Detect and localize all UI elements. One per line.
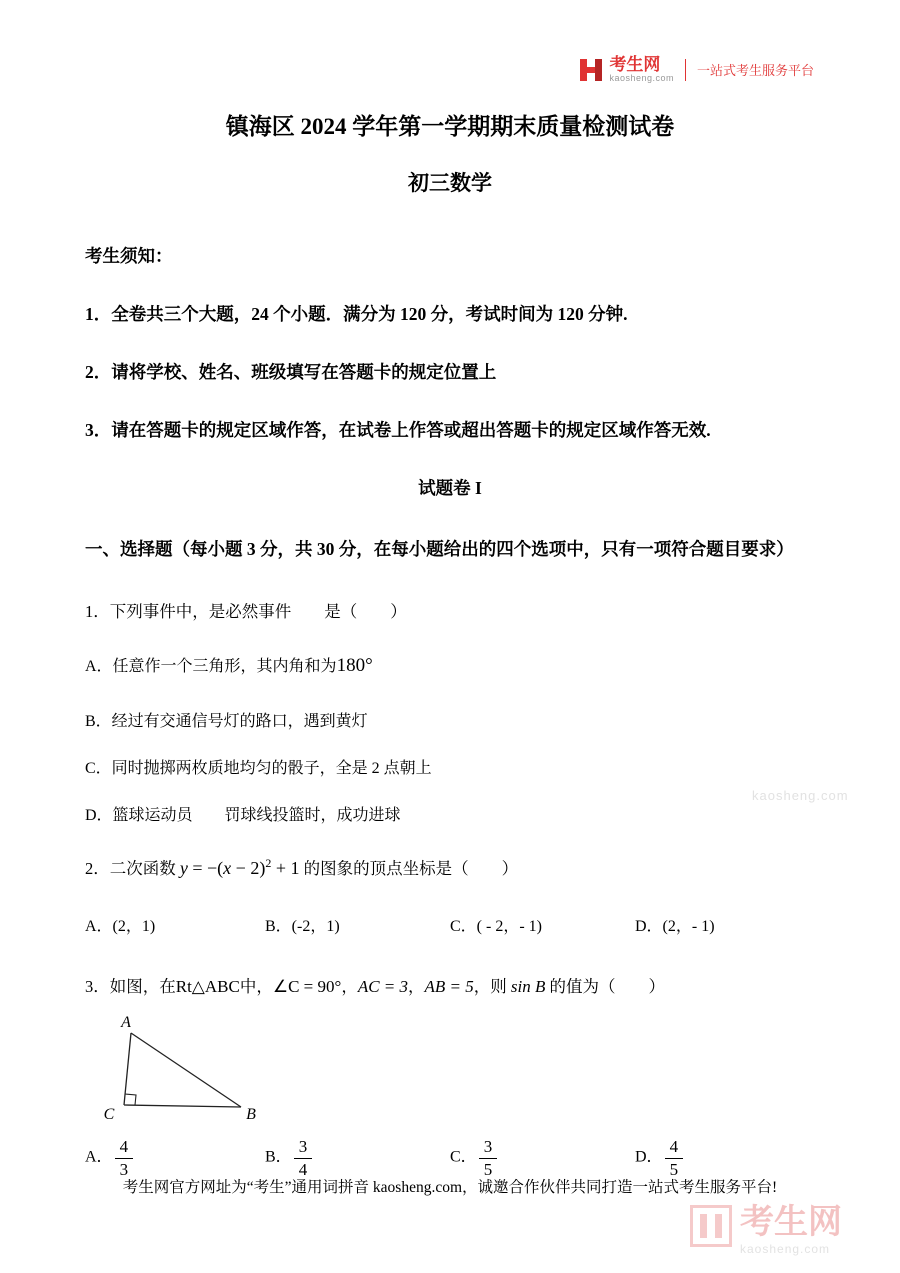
q3-p5: ，则 <box>473 977 511 996</box>
q3-option-b-label: B． <box>265 1148 292 1166</box>
fraction-b-num: 3 <box>294 1137 313 1159</box>
notice-item-3: 3．请在答题卡的规定区域作答，在试卷上作答或超出答题卡的规定区域作答无效. <box>85 420 711 440</box>
kaosheng-logo-icon <box>580 59 602 81</box>
paper-section-heading: 试题卷 I <box>418 478 482 498</box>
q3-p4: ， <box>408 977 425 996</box>
vertex-label-a: A <box>121 1015 131 1031</box>
fraction-a-den: 3 <box>119 1159 129 1179</box>
q2-exponent: 2 <box>265 856 272 870</box>
fraction-b-den: 4 <box>298 1159 308 1179</box>
q3-option-d-label: D． <box>635 1148 663 1166</box>
side-CB <box>124 1105 241 1107</box>
q3-p6: 的值为（ ） <box>545 977 665 996</box>
q1-option-a-text: A．任意作一个三角形，其内角和为 <box>85 658 337 675</box>
q2-formula <box>180 858 300 878</box>
q3-option-d <box>635 1137 815 1179</box>
right-angle-mark <box>125 1094 136 1105</box>
q3-option-a-label: A． <box>85 1148 113 1166</box>
fraction-a-num: 4 <box>115 1137 134 1159</box>
q2-option-b: B．(-2，1) <box>265 918 340 935</box>
watermark-text: kaosheng.com <box>752 788 849 803</box>
kaosheng-logo <box>580 56 814 83</box>
notice-heading: 考生须知： <box>85 246 173 266</box>
q2-stem-suffix: 的图象的顶点坐标是（ ） <box>303 859 519 878</box>
q2-mid: − 2) <box>231 858 266 878</box>
q3-m2: ∠C = 90° <box>272 977 342 996</box>
fraction-d-den: 5 <box>669 1159 679 1179</box>
vertex-label-b: B <box>246 1106 256 1123</box>
q3-stem <box>85 973 815 997</box>
fraction-c <box>479 1137 498 1179</box>
q3-option-c <box>450 1137 635 1179</box>
q1-option-b: B．经过有交通信号灯的路口，遇到黄灯 <box>85 713 368 730</box>
q3-option-b <box>265 1137 450 1179</box>
q1-option-d: D．篮球运动员 罚球线投篮时，成功进球 <box>85 807 401 824</box>
notice-item-2: 2．请将学校、姓名、班级填写在答题卡的规定位置上 <box>85 362 497 382</box>
q1-option-a-math: 180° <box>336 655 373 676</box>
page-title: 镇海区 2024 学年第一学期期末质量检测试卷 <box>225 114 675 139</box>
watermark-text-block <box>740 1205 842 1255</box>
triangle-figure <box>99 1015 815 1127</box>
q2-tail: + 1 <box>271 858 300 878</box>
q2-option-a: A．(2，1) <box>85 918 156 935</box>
section1-heading: 一、选择题（每小题 3 分，共 30 分，在每小题给出的四个选项中，只有一项符合题目要求） <box>85 539 794 559</box>
logo-name: 考生网 <box>609 55 661 74</box>
q3-p2: 中， <box>239 977 273 996</box>
watermark-logo-icon <box>690 1205 732 1247</box>
q3-m3: AC = 3 <box>357 977 409 996</box>
q2-eq: = −( <box>187 858 224 878</box>
fraction-b <box>294 1137 313 1179</box>
bottom-watermark <box>690 1205 842 1255</box>
notice-item-1: 1．全卷共三个大题，24 个小题．满分为 120 分，考试时间为 120 分钟. <box>85 304 628 324</box>
q2-option-d: D．(2，- 1) <box>635 918 715 935</box>
logo-domain: kaosheng.com <box>609 72 674 83</box>
q3-m1: Rt△ABC <box>175 977 240 996</box>
logo-text-block <box>609 56 674 83</box>
q3-option-a <box>85 1137 265 1179</box>
q3-m4: AB = 5 <box>424 977 474 996</box>
q3-p1: 3．如图，在 <box>85 977 176 996</box>
q1-stem: 1．下列事件中，是必然事件 是（ ） <box>85 602 407 621</box>
page-footer: 考生网官方网址为“考生”通用词拼音 kaosheng.com，诚邀合作伙伴共同打造一站式考生服务平台! <box>122 1179 778 1196</box>
side-AB <box>131 1033 241 1107</box>
logo-divider <box>685 59 686 81</box>
page-subtitle: 初三数学 <box>408 171 492 195</box>
q1-option-a <box>85 653 815 677</box>
q3-option-c-label: C． <box>450 1148 477 1166</box>
q2-options <box>85 913 815 936</box>
watermark-domain: kaosheng.com <box>740 1241 831 1256</box>
q1-option-c: C．同时抛掷两枚质地均匀的骰子，全是 2 点朝上 <box>85 760 432 777</box>
logo-tagline: 一站式考生服务平台 <box>696 63 814 79</box>
q2-stem <box>85 855 815 879</box>
q2-var-x: x <box>223 858 232 878</box>
fraction-c-den: 5 <box>483 1159 493 1179</box>
q3-p3: ， <box>341 977 358 996</box>
vertex-label-c: C <box>103 1106 115 1123</box>
watermark-name: 考生网 <box>740 1203 842 1241</box>
fraction-d <box>665 1137 684 1179</box>
q3-m5: sin B <box>510 977 546 996</box>
q2-var-y: y <box>179 858 188 878</box>
q2-stem-prefix: 2．二次函数 <box>85 859 176 878</box>
q2-option-c: C．( - 2，- 1) <box>450 918 542 935</box>
fraction-d-num: 4 <box>665 1137 684 1159</box>
fraction-c-num: 3 <box>479 1137 498 1159</box>
q3-options <box>85 1137 815 1179</box>
fraction-a <box>115 1137 134 1179</box>
